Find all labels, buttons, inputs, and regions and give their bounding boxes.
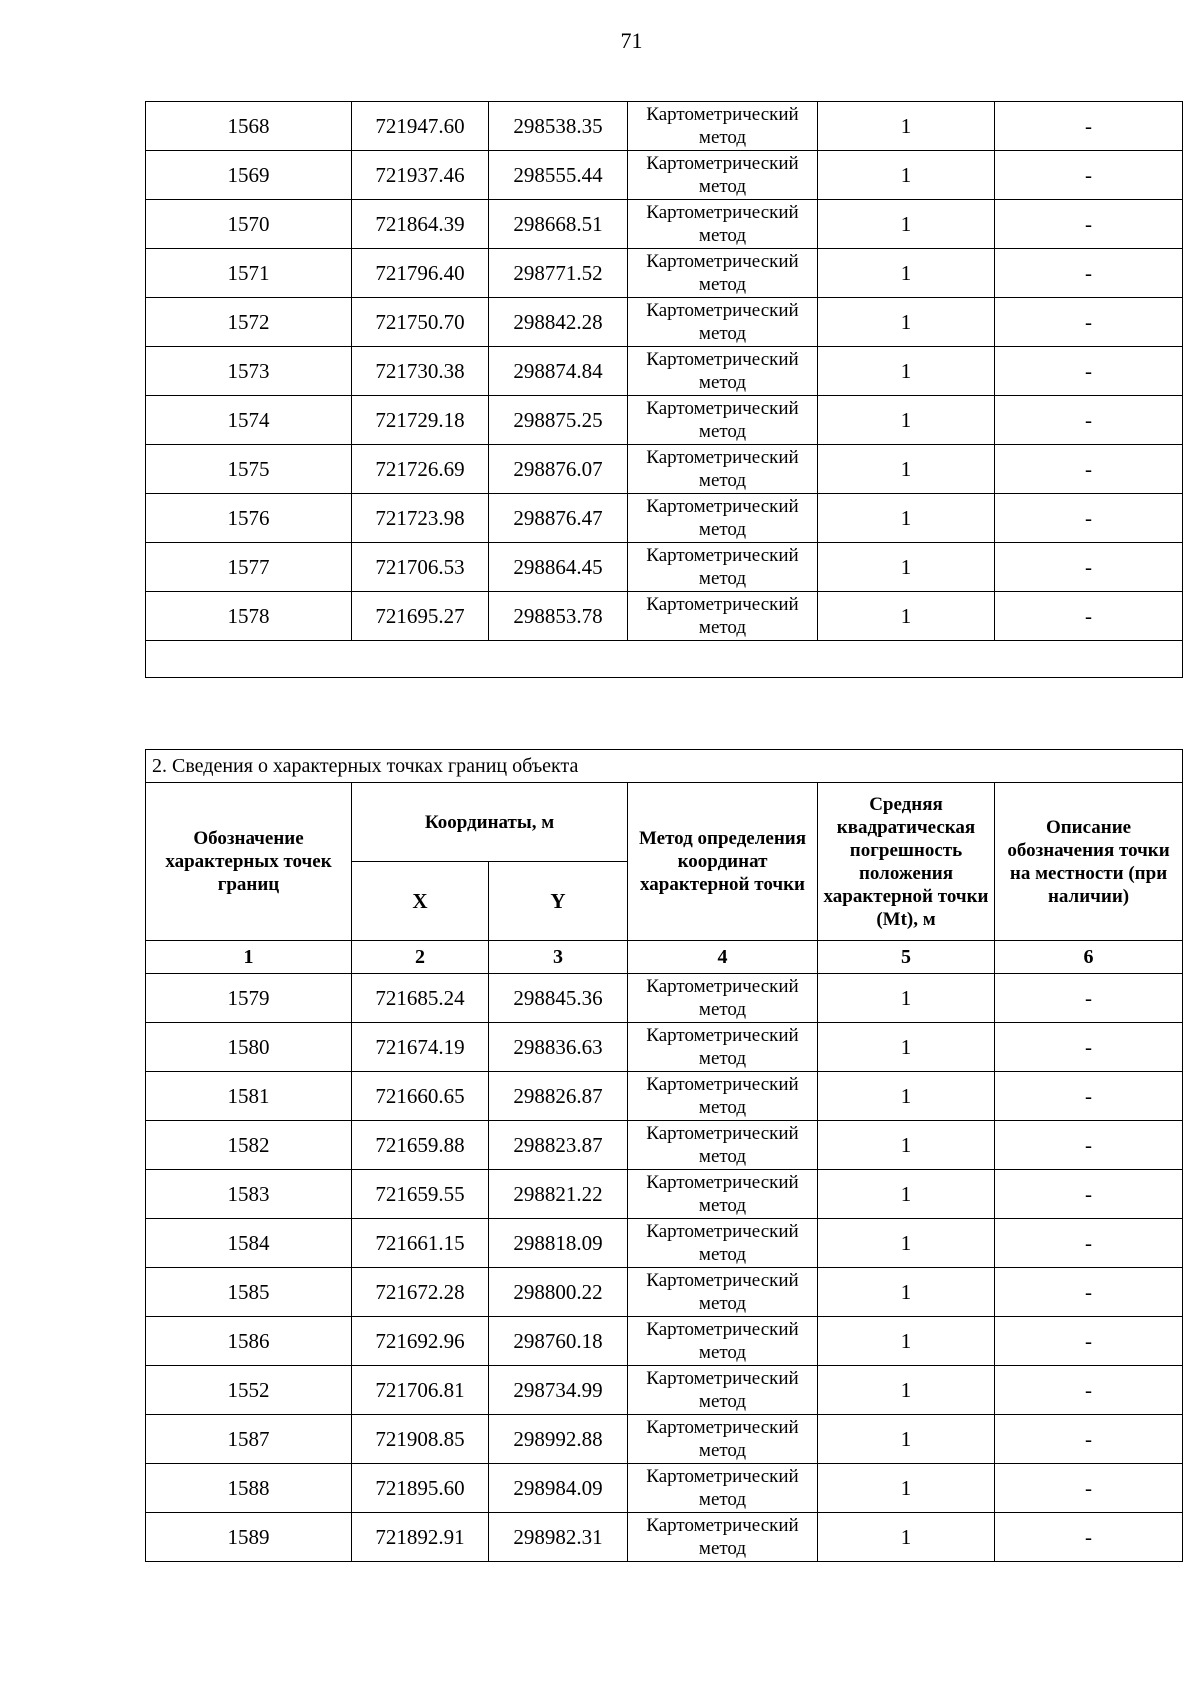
cell-y: 298818.09: [489, 1219, 628, 1268]
cell-method: Картометрический метод: [628, 1415, 818, 1464]
cell-point: 1589: [146, 1513, 352, 1562]
cell-point: 1569: [146, 151, 352, 200]
cell-error: 1: [818, 1121, 995, 1170]
table-row: [146, 1072, 1183, 1121]
cell-method: Картометрический метод: [628, 249, 818, 298]
cell-error: 1: [818, 1170, 995, 1219]
cell-description: -: [995, 1366, 1183, 1415]
cell-point: 1586: [146, 1317, 352, 1366]
cell-description: -: [995, 102, 1183, 151]
cell-y: 298875.25: [489, 396, 628, 445]
cell-y: 298864.45: [489, 543, 628, 592]
table-caption-row: [146, 750, 1183, 783]
table-row: [146, 347, 1183, 396]
column-number: 6: [995, 941, 1183, 974]
cell-x: 721937.46: [352, 151, 489, 200]
cell-point: 1570: [146, 200, 352, 249]
column-number: 5: [818, 941, 995, 974]
cell-method: Картометрический метод: [628, 1464, 818, 1513]
cell-description: -: [995, 1023, 1183, 1072]
cell-error: 1: [818, 974, 995, 1023]
cell-point: 1574: [146, 396, 352, 445]
cell-method: Картометрический метод: [628, 1513, 818, 1562]
header-point: Обозначение характерных точек границ: [146, 783, 352, 941]
table-row: [146, 494, 1183, 543]
cell-x: 721947.60: [352, 102, 489, 151]
cell-y: 298826.87: [489, 1072, 628, 1121]
cell-method: Картометрический метод: [628, 1170, 818, 1219]
cell-point: 1571: [146, 249, 352, 298]
cell-description: -: [995, 494, 1183, 543]
cell-error: 1: [818, 1317, 995, 1366]
cell-error: 1: [818, 151, 995, 200]
cell-description: -: [995, 1415, 1183, 1464]
cell-description: -: [995, 1317, 1183, 1366]
cell-y: 298760.18: [489, 1317, 628, 1366]
boundary-points-table: [145, 749, 1183, 1562]
cell-description: -: [995, 543, 1183, 592]
cell-method: Картометрический метод: [628, 543, 818, 592]
cell-method: Картометрический метод: [628, 974, 818, 1023]
cell-error: 1: [818, 249, 995, 298]
cell-error: 1: [818, 1415, 995, 1464]
cell-method: Картометрический метод: [628, 1366, 818, 1415]
coordinates-table-continued: [145, 101, 1183, 678]
cell-description: -: [995, 298, 1183, 347]
cell-y: 298538.35: [489, 102, 628, 151]
cell-x: 721726.69: [352, 445, 489, 494]
cell-point: 1588: [146, 1464, 352, 1513]
cell-y: 298821.22: [489, 1170, 628, 1219]
cell-error: 1: [818, 1023, 995, 1072]
cell-method: Картометрический метод: [628, 445, 818, 494]
cell-x: 721908.85: [352, 1415, 489, 1464]
cell-y: 298982.31: [489, 1513, 628, 1562]
column-number: 4: [628, 941, 818, 974]
table-row: [146, 1366, 1183, 1415]
cell-y: 298845.36: [489, 974, 628, 1023]
table-row: [146, 1219, 1183, 1268]
header-coords: Координаты, м: [352, 783, 628, 862]
cell-description: -: [995, 1513, 1183, 1562]
cell-y: 298823.87: [489, 1121, 628, 1170]
column-number: 1: [146, 941, 352, 974]
table-row: [146, 102, 1183, 151]
cell-description: -: [995, 974, 1183, 1023]
header-method: Метод определения координат характерной точки: [628, 783, 818, 941]
cell-point: 1585: [146, 1268, 352, 1317]
table-row: [146, 1121, 1183, 1170]
table-row: [146, 1268, 1183, 1317]
cell-x: 721796.40: [352, 249, 489, 298]
cell-error: 1: [818, 494, 995, 543]
cell-error: 1: [818, 543, 995, 592]
cell-y: 298668.51: [489, 200, 628, 249]
cell-method: Картометрический метод: [628, 298, 818, 347]
table-row: [146, 592, 1183, 641]
cell-description: -: [995, 347, 1183, 396]
cell-y: 298800.22: [489, 1268, 628, 1317]
table-row: [146, 1415, 1183, 1464]
cell-description: -: [995, 249, 1183, 298]
cell-y: 298874.84: [489, 347, 628, 396]
cell-point: 1568: [146, 102, 352, 151]
cell-x: 721659.88: [352, 1121, 489, 1170]
cell-point: 1582: [146, 1121, 352, 1170]
cell-x: 721672.28: [352, 1268, 489, 1317]
cell-y: 298842.28: [489, 298, 628, 347]
cell-error: 1: [818, 298, 995, 347]
cell-x: 721659.55: [352, 1170, 489, 1219]
cell-method: Картометрический метод: [628, 151, 818, 200]
cell-point: 1577: [146, 543, 352, 592]
cell-x: 721706.81: [352, 1366, 489, 1415]
cell-x: 721674.19: [352, 1023, 489, 1072]
cell-error: 1: [818, 592, 995, 641]
cell-method: Картометрический метод: [628, 1072, 818, 1121]
cell-method: Картометрический метод: [628, 200, 818, 249]
cell-x: 721695.27: [352, 592, 489, 641]
cell-description: -: [995, 445, 1183, 494]
cell-x: 721895.60: [352, 1464, 489, 1513]
cell-error: 1: [818, 396, 995, 445]
cell-description: -: [995, 151, 1183, 200]
cell-description: -: [995, 1268, 1183, 1317]
cell-point: 1580: [146, 1023, 352, 1072]
cell-description: -: [995, 200, 1183, 249]
cell-x: 721661.15: [352, 1219, 489, 1268]
cell-error: 1: [818, 1513, 995, 1562]
cell-point: 1575: [146, 445, 352, 494]
cell-x: 721706.53: [352, 543, 489, 592]
cell-point: 1583: [146, 1170, 352, 1219]
cell-error: 1: [818, 200, 995, 249]
cell-point: 1581: [146, 1072, 352, 1121]
cell-description: -: [995, 1170, 1183, 1219]
cell-point: 1572: [146, 298, 352, 347]
cell-description: -: [995, 1121, 1183, 1170]
cell-x: 721685.24: [352, 974, 489, 1023]
cell-error: 1: [818, 102, 995, 151]
cell-method: Картометрический метод: [628, 494, 818, 543]
cell-x: 721723.98: [352, 494, 489, 543]
cell-point: 1587: [146, 1415, 352, 1464]
cell-y: 298771.52: [489, 249, 628, 298]
cell-y: 298992.88: [489, 1415, 628, 1464]
cell-method: Картометрический метод: [628, 592, 818, 641]
column-number: 3: [489, 941, 628, 974]
table-row: [146, 249, 1183, 298]
table-row: [146, 543, 1183, 592]
table-row: [146, 1464, 1183, 1513]
cell-method: Картометрический метод: [628, 102, 818, 151]
cell-method: Картометрический метод: [628, 1268, 818, 1317]
cell-y: 298876.07: [489, 445, 628, 494]
table-row: [146, 151, 1183, 200]
cell-point: 1578: [146, 592, 352, 641]
cell-error: 1: [818, 1072, 995, 1121]
cell-method: Картометрический метод: [628, 347, 818, 396]
cell-y: 298734.99: [489, 1366, 628, 1415]
cell-point: 1576: [146, 494, 352, 543]
table-caption: 2. Сведения о характерных точках границ объекта: [146, 750, 1183, 783]
table-row: [146, 1317, 1183, 1366]
page-number: 71: [620, 28, 643, 53]
cell-point: 1552: [146, 1366, 352, 1415]
cell-description: -: [995, 1219, 1183, 1268]
column-number-row: [146, 941, 1183, 974]
cell-description: -: [995, 592, 1183, 641]
cell-error: 1: [818, 347, 995, 396]
cell-x: 721750.70: [352, 298, 489, 347]
cell-y: 298876.47: [489, 494, 628, 543]
cell-description: -: [995, 1072, 1183, 1121]
table-header-row: [146, 783, 1183, 862]
column-number: 2: [352, 941, 489, 974]
cell-point: 1573: [146, 347, 352, 396]
cell-error: 1: [818, 1366, 995, 1415]
cell-point: 1579: [146, 974, 352, 1023]
cell-method: Картометрический метод: [628, 1121, 818, 1170]
table-row: [146, 1513, 1183, 1562]
cell-y: 298984.09: [489, 1464, 628, 1513]
cell-description: -: [995, 1464, 1183, 1513]
cell-error: 1: [818, 445, 995, 494]
header-x: X: [352, 862, 489, 941]
cell-method: Картометрический метод: [628, 1023, 818, 1072]
cell-x: 721864.39: [352, 200, 489, 249]
cell-y: 298853.78: [489, 592, 628, 641]
cell-x: 721729.18: [352, 396, 489, 445]
cell-method: Картометрический метод: [628, 396, 818, 445]
header-description: Описание обозначения точки на местности (при наличии): [995, 783, 1183, 941]
cell-error: 1: [818, 1268, 995, 1317]
cell-x: 721660.65: [352, 1072, 489, 1121]
cell-description: -: [995, 396, 1183, 445]
table-empty-row: [146, 641, 1183, 678]
cell-x: 721892.91: [352, 1513, 489, 1562]
cell-y: 298555.44: [489, 151, 628, 200]
cell-point: 1584: [146, 1219, 352, 1268]
cell-error: 1: [818, 1219, 995, 1268]
cell-x: 721730.38: [352, 347, 489, 396]
table-row: [146, 200, 1183, 249]
table-row: [146, 1023, 1183, 1072]
cell-error: 1: [818, 1464, 995, 1513]
table-row: [146, 298, 1183, 347]
table-row: [146, 974, 1183, 1023]
table-row: [146, 445, 1183, 494]
cell-x: 721692.96: [352, 1317, 489, 1366]
cell-method: Картометрический метод: [628, 1219, 818, 1268]
header-error: Средняя квадратическая погрешность положения характерной точки (Mt), м: [818, 783, 995, 941]
table-row: [146, 396, 1183, 445]
header-y: Y: [489, 862, 628, 941]
table-row: [146, 1170, 1183, 1219]
cell-method: Картометрический метод: [628, 1317, 818, 1366]
cell-y: 298836.63: [489, 1023, 628, 1072]
